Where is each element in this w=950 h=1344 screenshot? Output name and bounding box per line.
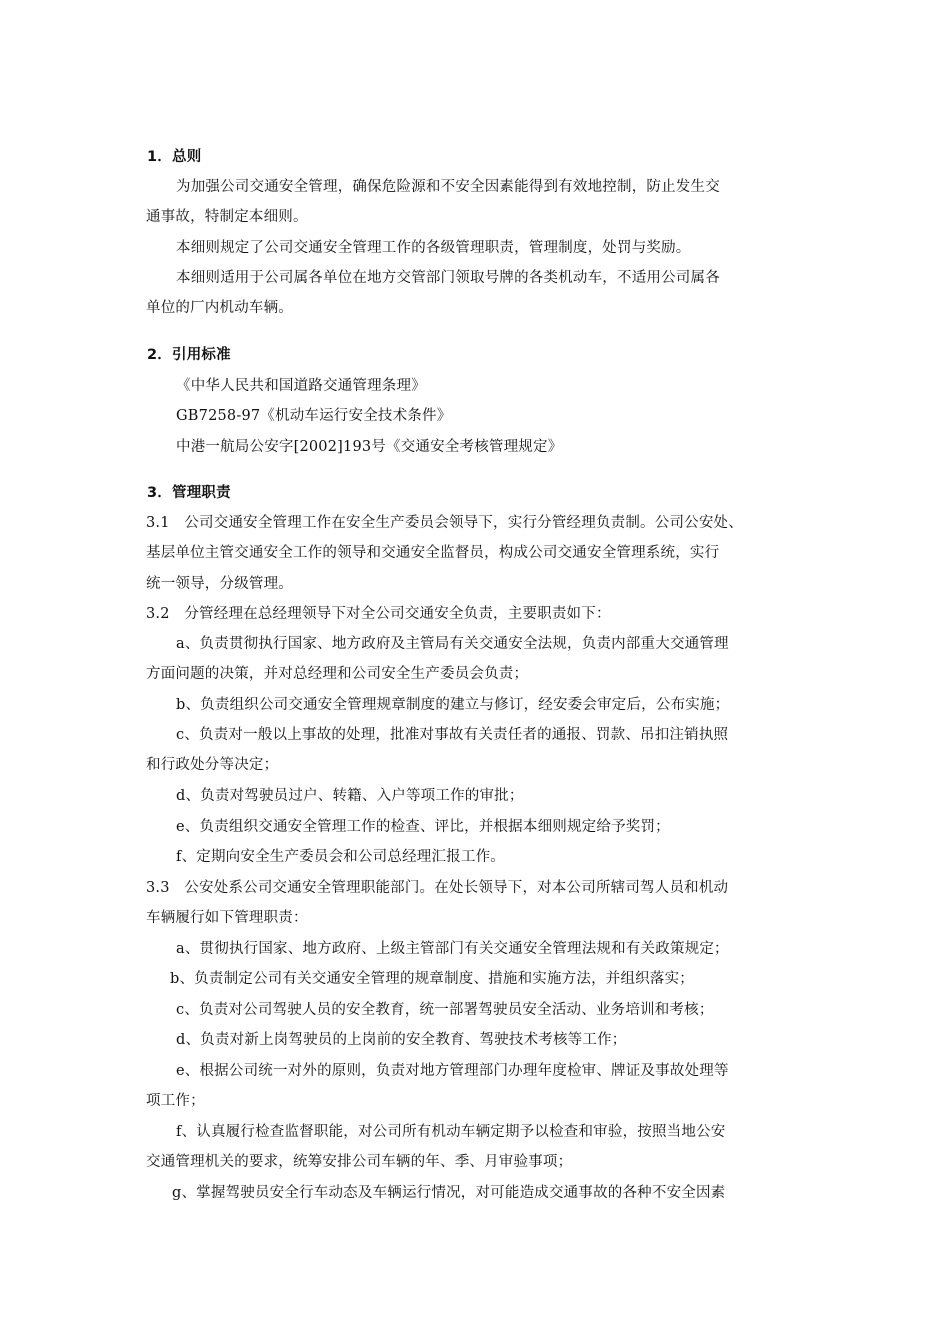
clause-line: 基层单位主管交通安全工作的领导和交通安全监督员，构成公司交通安全管理系统，实行 [146, 545, 720, 561]
list-item-line: 方面问题的决策，并对总经理和公司安全生产委员会负责； [146, 666, 529, 682]
reference-item: GB7258-97《机动车运行安全技术条件》 [176, 408, 452, 424]
section-heading-references: 2．引用标准 [147, 347, 231, 363]
list-item-line: 项工作； [146, 1093, 205, 1109]
section-heading-general: 1．总则 [147, 149, 202, 165]
paragraph-line: 单位的厂内机动车辆。 [146, 300, 293, 316]
list-item-line: f、认真履行检查监督职能，对公司所有机动车辆定期予以检查和审验，按照当地公安 [176, 1124, 726, 1140]
list-item-line: c、负责对公司驾驶人员的安全教育，统一部署驾驶员安全活动、业务培训和考核； [176, 1002, 714, 1018]
clause-line: 3.1 公司交通安全管理工作在安全生产委员会领导下，实行分管经理负责制。公司公安处、 [146, 515, 743, 531]
clause-line: 3.3 公安处系公司交通安全管理职能部门。在处长领导下，对本公司所辖司驾人员和机动 [146, 880, 729, 896]
clause-line: 统一领导，分级管理。 [146, 576, 293, 592]
list-item-line: f、定期向安全生产委员会和公司总经理汇报工作。 [176, 849, 505, 865]
reference-item: 《中华人民共和国道路交通管理条理》 [176, 378, 426, 394]
list-item-line: e、负责组织交通安全管理工作的检查、评比，并根据本细则规定给予奖罚； [176, 819, 670, 835]
paragraph-line: 本细则适用于公司属各单位在地方交管部门领取号牌的各类机动车，不适用公司属各 [176, 270, 720, 286]
clause-line: 车辆履行如下管理职责： [146, 910, 308, 926]
list-item-line: a、贯彻执行国家、地方政府、上级主管部门有关交通安全管理法规和有关政策规定； [176, 941, 729, 957]
paragraph-line: 通事故，特制定本细则。 [146, 209, 308, 225]
list-item-line: d、负责对驾驶员过户、转籍、入户等项工作的审批； [176, 788, 524, 804]
list-item-line: b、负责组织公司交通安全管理规章制度的建立与修订，经安委会审定后，公布实施； [176, 697, 730, 713]
clause-line: 3.2 分管经理在总经理领导下对全公司交通安全负责，主要职责如下： [146, 606, 611, 622]
section-heading-responsibilities: 3．管理职责 [147, 485, 231, 501]
list-item-line: d、负责对新上岗驾驶员的上岗前的安全教育、驾驶技术考核等工作； [176, 1032, 627, 1048]
list-item-line: g、掌握驾驶员安全行车动态及车辆运行情况，对可能造成交通事故的各种不安全因素 [172, 1185, 726, 1201]
reference-item: 中港一航局公安字[2002]193号《交通安全考核管理规定》 [176, 439, 563, 455]
list-item-line: e、根据公司统一对外的原则，负责对地方管理部门办理年度检审、牌证及事故处理等 [176, 1063, 729, 1079]
list-item-line: a、负责贯彻执行国家、地方政府及主管局有关交通安全法规，负责内部重大交通管理 [176, 636, 729, 652]
list-item-line: b、负责制定公司有关交通安全管理的规章制度、措施和实施方法，并组织落实； [170, 971, 694, 987]
list-item-line: c、负责对一般以上事故的处理，批准对事故有关责任者的通报、罚款、吊扣注销执照 [176, 727, 729, 743]
paragraph-line: 为加强公司交通安全管理，确保危险源和不安全因素能得到有效地控制，防止发生交 [176, 179, 720, 195]
paragraph-line: 本细则规定了公司交通安全管理工作的各级管理职责，管理制度，处罚与奖励。 [176, 240, 691, 256]
list-item-line: 交通管理机关的要求，统筹安排公司车辆的年、季、月审验事项； [146, 1154, 573, 1170]
list-item-line: 和行政处分等决定； [146, 757, 279, 773]
